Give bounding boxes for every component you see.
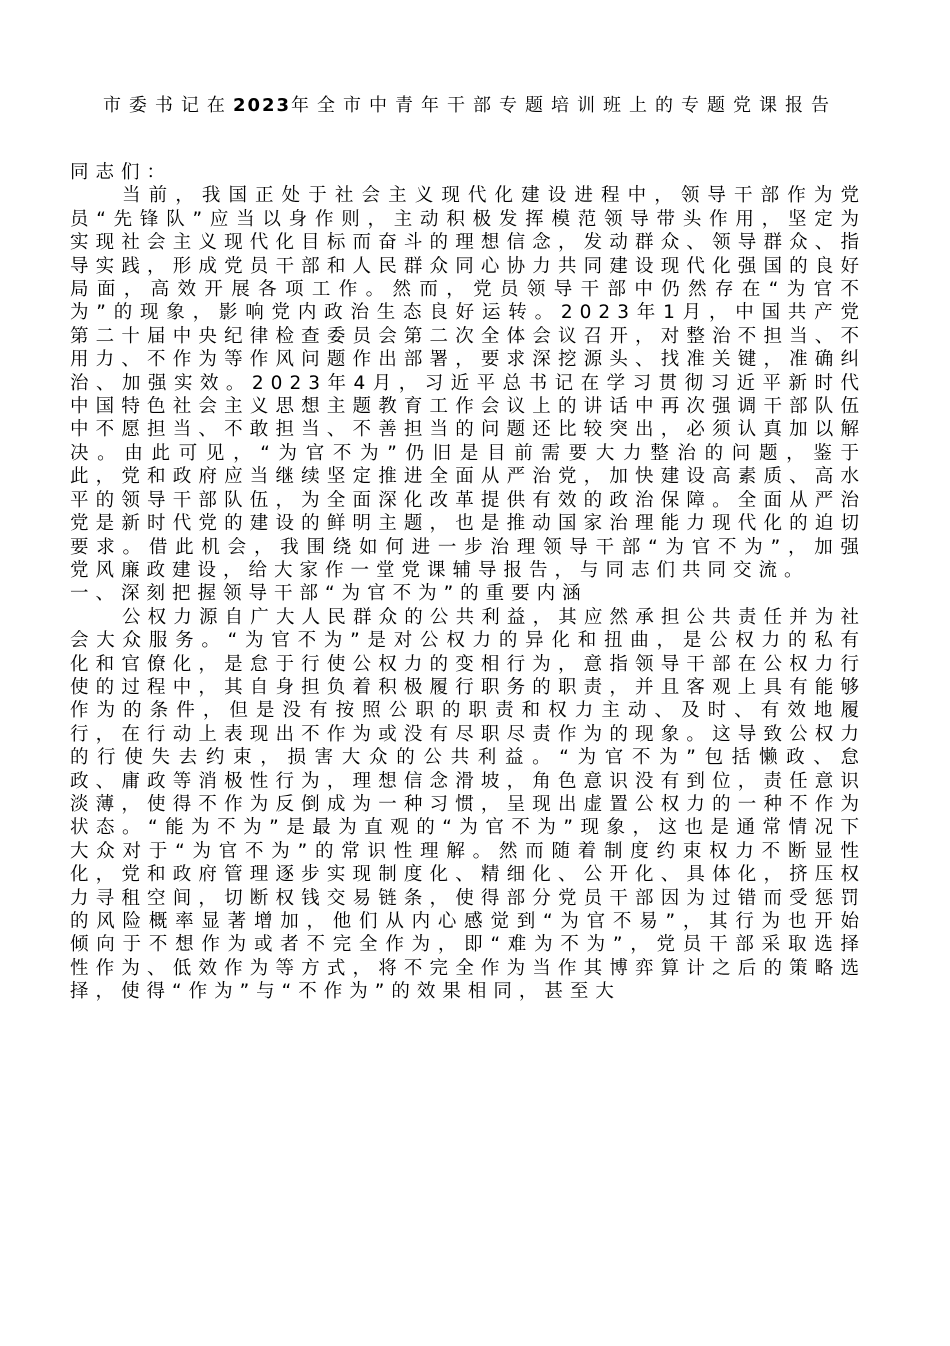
salutation: 同志们： <box>70 162 173 183</box>
title-text-end: 年全市中青年干部专题培训班上的专题党课报告 <box>291 95 838 116</box>
document-title <box>70 94 870 118</box>
title-year: 2023 <box>232 95 292 116</box>
title-text-start: 市委书记在 <box>102 95 233 116</box>
section-paragraph: 公权力源自广大人民群众的公共利益，其应然承担公共责任并为社会大众服务。“为官不为”是对公权力的异化和扭曲，是公权力的私有化和官僚化，是怠于行使公权力的变相行为，意指领导干部在公权力行使的过程中，其自身担负着积极履行职务的职责，并且客观上具有能够作为的条件，但是没有按照公职的职责和权力主动、及时、有效地履行，在行动上表现出不作为或没有尽职尽责作为的现象。这导致公权力的行使失去约束，损害大众的公共利益。“为官不为”包括懒政、怠政、庸政等消极性行为，理想信念滑坡，角色意识没有到位，责任意识淡薄，使得不作为反倒成为一种习惯，呈现出虚置公权力的一种不作为状态。“能为不为”是最为直观的“为官不为”现象，这也是通常情况下大众对于“为官不为”的常识性理解。然而随着制度约束权力不断显性化，党和政府管理逐步实现制度化、精细化、公开化、具体化，挤压权力寻租空间，切断权钱交易链条，使得部分党员干部因为过错而受惩罚的风险概率显著增加，他们从内心感觉到“为官不易”，其行为也开始倾向于不想作为或者不完全作为，即“难为不为”，党员干部采取选择性作为、低效作为等方式，将不完全作为当作其博弈算计之后的策略选择，使得“作为”与“不作为”的效果相同，甚至大 <box>70 606 866 1003</box>
document-body <box>70 161 866 1004</box>
intro-paragraph: 当前，我国正处于社会主义现代化建设进程中，领导干部作为党员“先锋队”应当以身作则，主动积极发挥模范领导带头作用，坚定为实现社会主义现代化目标而奋斗的理想信念，发动群众、领导群众、指导实践，形成党员干部和人民群众同心协力共同建设现代化强国的良好局面，高效开展各项工作。然而，党员领导干部中仍然存在“为官不为”的现象，影响党内政治生态良好运转。2023年1月，中国共产党第二十届中央纪律检查委员会第二次全体会议召开，对整治不担当、不用力、不作为等作风问题作出部署，要求深挖源头、找准关键，准确纠治、加强实效。2023年4月，习近平总书记在学习贯彻习近平新时代中国特色社会主义思想主题教育工作会议上的讲话中再次强调干部队伍中不愿担当、不敢担当、不善担当的问题还比较突出，必须认真加以解决。由此可见，“为官不为”仍旧是目前需要大力整治的问题，鉴于此，党和政府应当继续坚定推进全面从严治党，加快建设高素质、高水平的领导干部队伍，为全面深化改革提供有效的政治保障。全面从严治党是新时代党的建设的鲜明主题，也是推动国家治理能力现代化的迫切要求。借此机会，我围绕如何进一步治理领导干部“为官不为”，加强党风廉政建设，给大家作一堂党课辅导报告，与同志们共同交流。 <box>70 185 866 581</box>
section-heading: 一、深刻把握领导干部“为官不为”的重要内涵 <box>70 583 588 605</box>
